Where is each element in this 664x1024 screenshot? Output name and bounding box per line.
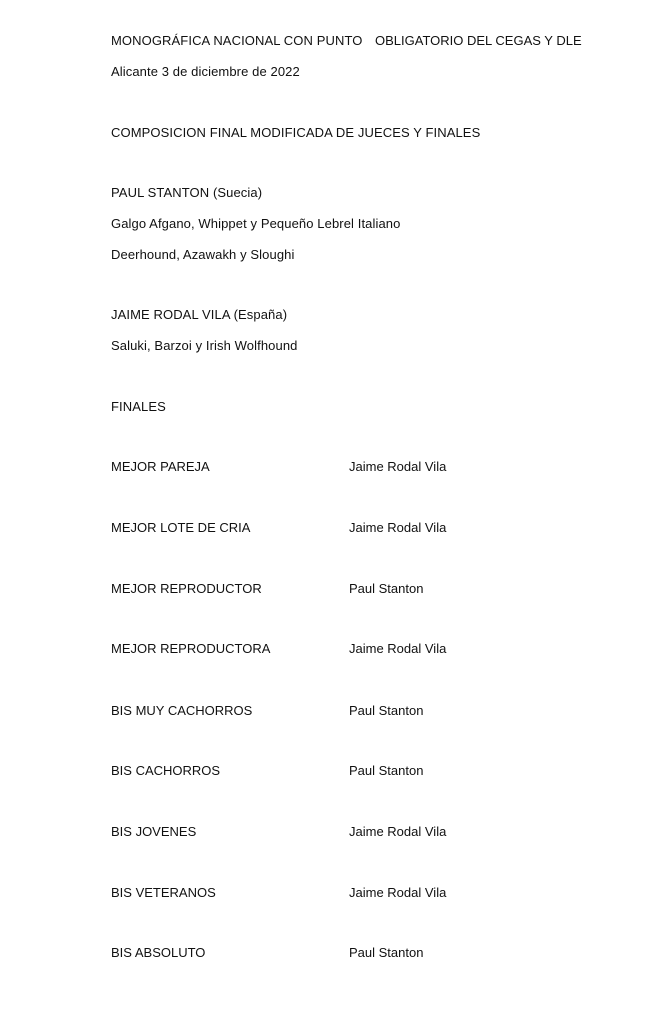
judge-breeds-1b: Deerhound, Azawakh y Sloughi <box>111 247 295 262</box>
final-row <box>111 520 611 536</box>
date-line: Alicante 3 de diciembre de 2022 <box>111 64 300 79</box>
final-category: MEJOR LOTE DE CRIA <box>111 520 251 535</box>
final-category: BIS VETERANOS <box>111 885 216 900</box>
final-judge: Paul Stanton <box>349 581 424 596</box>
final-row <box>111 703 611 719</box>
final-category: BIS JOVENES <box>111 824 197 839</box>
final-category: BIS ABSOLUTO <box>111 945 206 960</box>
final-judge: Paul Stanton <box>349 945 424 960</box>
finals-title: FINALES <box>111 399 166 414</box>
final-row <box>111 824 611 840</box>
final-row <box>111 459 611 475</box>
final-judge: Jaime Rodal Vila <box>349 459 447 474</box>
final-category: BIS CACHORROS <box>111 763 221 778</box>
final-judge: Paul Stanton <box>349 763 424 778</box>
header-title-right: OBLIGATORIO DEL CEGAS Y DLE <box>375 33 582 48</box>
final-row <box>111 641 611 657</box>
final-row <box>111 763 611 779</box>
final-category: MEJOR PAREJA <box>111 459 210 474</box>
judge-breeds-1a: Galgo Afgano, Whippet y Pequeño Lebrel Italiano <box>111 216 401 231</box>
final-category: MEJOR REPRODUCTOR <box>111 581 262 596</box>
final-judge: Jaime Rodal Vila <box>349 885 447 900</box>
final-category: BIS MUY CACHORROS <box>111 703 253 718</box>
judge-breeds-2a: Saluki, Barzoi y Irish Wolfhound <box>111 338 298 353</box>
final-judge: Paul Stanton <box>349 703 424 718</box>
final-row <box>111 885 611 901</box>
final-row <box>111 945 611 961</box>
composition-title: COMPOSICION FINAL MODIFICADA DE JUECES Y FINALES <box>111 125 481 140</box>
header-title-left: MONOGRÁFICA NACIONAL CON PUNTO <box>111 33 363 48</box>
final-judge: Jaime Rodal Vila <box>349 641 447 656</box>
final-row <box>111 581 611 597</box>
final-judge: Jaime Rodal Vila <box>349 520 447 535</box>
final-judge: Jaime Rodal Vila <box>349 824 447 839</box>
judge-name-1: PAUL STANTON (Suecia) <box>111 185 263 200</box>
final-category: MEJOR REPRODUCTORA <box>111 641 271 656</box>
judge-name-2: JAIME RODAL VILA (España) <box>111 307 288 322</box>
